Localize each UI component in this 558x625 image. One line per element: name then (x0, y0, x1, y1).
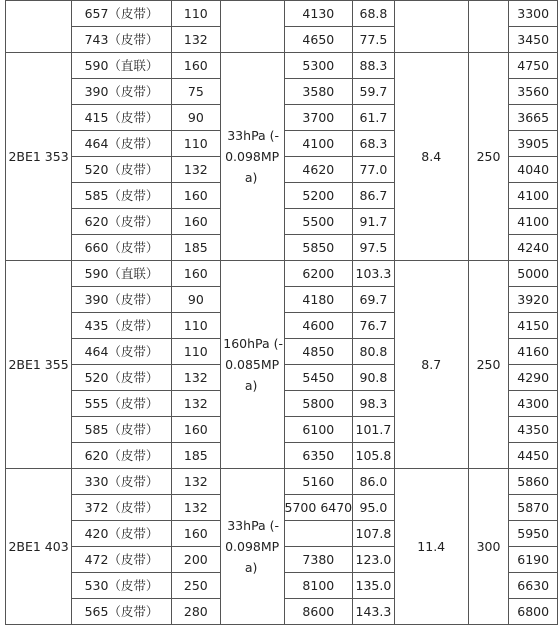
flow-m3h-cell (284, 105, 353, 131)
flow-m3h-cell (284, 547, 353, 573)
weight-cell: 4290 (509, 365, 558, 391)
weight-cell: 4240 (509, 235, 558, 261)
weight-cell: 3665 (509, 105, 558, 131)
motor-power-cell: 160 (171, 521, 220, 547)
motor-power-cell: 132 (171, 495, 220, 521)
table-row (6, 53, 558, 79)
motor-power-cell: 200 (171, 547, 220, 573)
flow-m3min-cell: 97.5 (353, 235, 395, 261)
weight-cell: 3920 (509, 287, 558, 313)
flow-m3h-value: 4600 (302, 318, 335, 333)
flow-m3h-value: 3700 (302, 110, 335, 125)
rated-speed-cell (468, 1, 509, 53)
flow-m3h-value: 6100 (302, 422, 335, 437)
flow-m3h-cell (284, 183, 353, 209)
weight-cell: 4160 (509, 339, 558, 365)
weight-cell: 3450 (509, 27, 558, 53)
flow-m3min-cell: 59.7 (353, 79, 395, 105)
flow-m3h-value: 4100 (302, 136, 335, 151)
speed-cell: 435（皮带） (72, 313, 172, 339)
speed-cell: 520（皮带） (72, 157, 172, 183)
speed-cell: 520（皮带） (72, 365, 172, 391)
flow-m3h-value: 5800 (302, 396, 335, 411)
speed-cell: 472（皮带） (72, 547, 172, 573)
pressure-text: 33hPa (-0.098MPa) (225, 128, 280, 185)
flow-m3h-cell (284, 79, 353, 105)
flow-m3h-cell (284, 495, 353, 521)
motor-power-cell: 110 (171, 1, 220, 27)
flow-m3min-cell: 69.7 (353, 287, 395, 313)
flow-m3min-cell: 76.7 (353, 313, 395, 339)
motor-power-cell: 160 (171, 417, 220, 443)
flow-m3h-cell (284, 313, 353, 339)
motor-power-cell: 185 (171, 235, 220, 261)
flow-m3h-value: 6350 (302, 448, 335, 463)
pressure-cell (220, 53, 284, 261)
flow-m3h-cell (284, 287, 353, 313)
flow-m3min-cell: 68.3 (353, 131, 395, 157)
weight-cell: 6190 (509, 547, 558, 573)
weight-cell: 4350 (509, 417, 558, 443)
model-cell: 2BE1 353 (6, 53, 72, 261)
speed-cell: 660（皮带） (72, 235, 172, 261)
flow-m3h-cell (284, 339, 353, 365)
flow-m3h-cell (284, 365, 353, 391)
motor-power-cell: 280 (171, 599, 220, 625)
flow-m3h-value: 4620 (302, 162, 335, 177)
flow-m3h-cell (284, 469, 353, 495)
flow-m3h-value: 4850 (302, 344, 335, 359)
flow-m3min-cell: 86.0 (353, 469, 395, 495)
shaft-power-cell: 8.7 (394, 261, 468, 469)
flow-m3min-cell: 103.3 (353, 261, 395, 287)
speed-cell: 555（皮带） (72, 391, 172, 417)
flow-m3min-cell: 101.7 (353, 417, 395, 443)
motor-power-cell: 90 (171, 105, 220, 131)
flow-m3h-value: 8100 (302, 578, 335, 593)
weight-cell: 3560 (509, 79, 558, 105)
flow-m3min-cell: 77.5 (353, 27, 395, 53)
weight-cell: 4750 (509, 53, 558, 79)
speed-cell: 390（皮带） (72, 79, 172, 105)
flow-m3h-value: 5450 (302, 370, 335, 385)
model-cell: 2BE1 403 (6, 469, 72, 625)
model-cell (6, 1, 72, 53)
spec-table-body (6, 1, 558, 625)
flow-m3h-value: 4130 (302, 6, 335, 21)
flow-m3h-cell (284, 235, 353, 261)
pressure-cell (220, 261, 284, 469)
pressure-cell (220, 469, 284, 625)
flow-m3h-cell (284, 209, 353, 235)
flow-m3h-cell (284, 573, 353, 599)
speed-cell: 743（皮带） (72, 27, 172, 53)
pressure-cell (220, 1, 284, 53)
flow-m3h-value: 4650 (302, 32, 335, 47)
weight-cell: 4040 (509, 157, 558, 183)
model-cell: 2BE1 355 (6, 261, 72, 469)
speed-cell: 390（皮带） (72, 287, 172, 313)
flow-m3h-cell (284, 131, 353, 157)
flow-m3h-value: 5700 6470 (284, 500, 353, 515)
flow-m3h-value: 7380 (302, 552, 335, 567)
speed-cell: 464（皮带） (72, 339, 172, 365)
motor-power-cell: 110 (171, 131, 220, 157)
motor-power-cell: 110 (171, 339, 220, 365)
flow-m3h-cell (284, 53, 353, 79)
speed-cell: 590（直联） (72, 53, 172, 79)
shaft-power-cell (394, 1, 468, 53)
weight-cell: 5860 (509, 469, 558, 495)
flow-m3min-cell: 88.3 (353, 53, 395, 79)
flow-m3min-cell: 91.7 (353, 209, 395, 235)
shaft-power-cell: 8.4 (394, 53, 468, 261)
flow-m3min-cell: 105.8 (353, 443, 395, 469)
flow-m3h-cell (284, 443, 353, 469)
weight-cell: 6800 (509, 599, 558, 625)
flow-m3h-cell (284, 261, 353, 287)
table-row (6, 469, 558, 495)
speed-cell: 420（皮带） (72, 521, 172, 547)
rated-speed-cell: 300 (468, 469, 509, 625)
flow-m3min-cell: 95.0 (353, 495, 395, 521)
pressure-text: 160hPa (-0.085MPa) (223, 336, 284, 393)
motor-power-cell: 132 (171, 27, 220, 53)
flow-m3h-value: 5850 (302, 240, 335, 255)
flow-m3h-cell (284, 157, 353, 183)
flow-m3h-cell (284, 599, 353, 625)
spec-table (5, 0, 558, 625)
motor-power-cell: 132 (171, 391, 220, 417)
weight-cell: 4100 (509, 209, 558, 235)
speed-cell: 415（皮带） (72, 105, 172, 131)
weight-cell: 5000 (509, 261, 558, 287)
flow-m3h-cell (284, 391, 353, 417)
speed-cell: 585（皮带） (72, 417, 172, 443)
weight-cell: 4450 (509, 443, 558, 469)
motor-power-cell: 75 (171, 79, 220, 105)
motor-power-cell: 90 (171, 287, 220, 313)
speed-cell: 530（皮带） (72, 573, 172, 599)
flow-m3min-cell: 123.0 (353, 547, 395, 573)
flow-m3h-value: 5200 (302, 188, 335, 203)
flow-m3h-value: 5300 (302, 58, 335, 73)
motor-power-cell: 160 (171, 261, 220, 287)
flow-m3h-cell (284, 521, 353, 547)
flow-m3h-value: 4180 (302, 292, 335, 307)
weight-cell: 4100 (509, 183, 558, 209)
speed-cell: 620（皮带） (72, 443, 172, 469)
speed-cell: 620（皮带） (72, 209, 172, 235)
flow-m3h-value: 3580 (302, 84, 335, 99)
weight-cell: 4150 (509, 313, 558, 339)
flow-m3min-cell: 61.7 (353, 105, 395, 131)
flow-m3h-cell (284, 27, 353, 53)
weight-cell: 5870 (509, 495, 558, 521)
motor-power-cell: 132 (171, 469, 220, 495)
rated-speed-cell: 250 (468, 261, 509, 469)
motor-power-cell: 132 (171, 365, 220, 391)
flow-m3min-cell: 98.3 (353, 391, 395, 417)
flow-m3min-cell: 86.7 (353, 183, 395, 209)
speed-cell: 372（皮带） (72, 495, 172, 521)
flow-m3min-cell: 77.0 (353, 157, 395, 183)
flow-m3h-value: 5160 (302, 474, 335, 489)
speed-cell: 590（直联） (72, 261, 172, 287)
weight-cell: 5950 (509, 521, 558, 547)
flow-m3h-value: 5500 (302, 214, 335, 229)
flow-m3h-cell (284, 417, 353, 443)
motor-power-cell: 132 (171, 157, 220, 183)
speed-cell: 565（皮带） (72, 599, 172, 625)
weight-cell: 6630 (509, 573, 558, 599)
pressure-text (250, 19, 254, 34)
table-row (6, 261, 558, 287)
motor-power-cell: 160 (171, 53, 220, 79)
motor-power-cell: 250 (171, 573, 220, 599)
motor-power-cell: 110 (171, 313, 220, 339)
flow-m3min-cell: 107.8 (353, 521, 395, 547)
speed-cell: 585（皮带） (72, 183, 172, 209)
weight-cell: 3300 (509, 1, 558, 27)
flow-m3min-cell: 68.8 (353, 1, 395, 27)
motor-power-cell: 185 (171, 443, 220, 469)
flow-m3min-cell: 135.0 (353, 573, 395, 599)
motor-power-cell: 160 (171, 209, 220, 235)
speed-cell: 657（皮带） (72, 1, 172, 27)
weight-cell: 3905 (509, 131, 558, 157)
pressure-text: 33hPa (-0.098MPa) (225, 518, 280, 575)
weight-cell: 4300 (509, 391, 558, 417)
speed-cell: 464（皮带） (72, 131, 172, 157)
motor-power-cell: 160 (171, 183, 220, 209)
flow-m3min-cell: 80.8 (353, 339, 395, 365)
table-row (6, 1, 558, 27)
flow-m3min-cell: 90.8 (353, 365, 395, 391)
speed-cell: 330（皮带） (72, 469, 172, 495)
flow-m3min-cell: 143.3 (353, 599, 395, 625)
flow-m3h-cell (284, 1, 353, 27)
flow-m3h-value: 8600 (302, 604, 335, 619)
flow-m3h-value: 6200 (302, 266, 335, 281)
shaft-power-cell: 11.4 (394, 469, 468, 625)
rated-speed-cell: 250 (468, 53, 509, 261)
